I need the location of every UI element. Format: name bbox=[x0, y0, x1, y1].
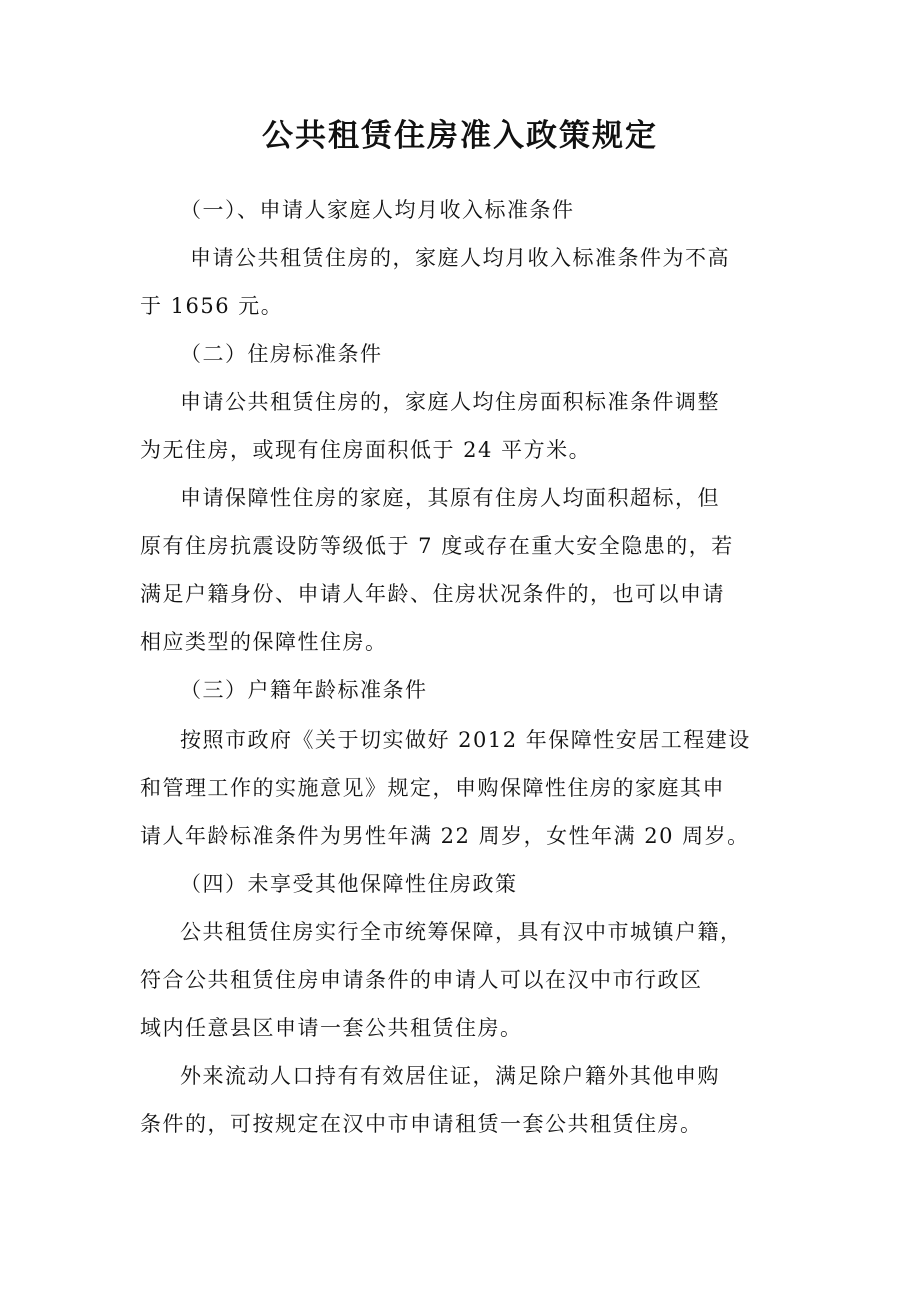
paragraph bbox=[140, 1052, 780, 1148]
paragraph-line: 符合公共租赁住房申请条件的申请人可以在汉中市行政区 bbox=[140, 968, 703, 992]
section-heading-2: （二）住房标准条件 bbox=[180, 342, 383, 366]
paragraph-line: 申请公共租赁住房的，家庭人均月收入标准条件为不高 bbox=[190, 246, 730, 270]
paragraph bbox=[140, 234, 780, 330]
section-heading-1: （一）、申请人家庭人均月收入标准条件 bbox=[180, 198, 575, 222]
paragraph-line: 满足户籍身份、申请人年龄、住房状况条件的，也可以申请 bbox=[140, 582, 725, 606]
document-title: 公共租赁住房准入政策规定 bbox=[262, 118, 658, 154]
paragraph-line: 请人年龄标准条件为男性年满 22 周岁，女性年满 20 周岁。 bbox=[140, 824, 750, 848]
paragraph-line: 条件的，可按规定在汉中市申请租赁一套公共租赁住房。 bbox=[140, 1112, 703, 1136]
paragraph-line: 外来流动人口持有有效居住证，满足除户籍外其他申购 bbox=[180, 1064, 720, 1088]
paragraph-line: 域内任意县区申请一套公共租赁住房。 bbox=[140, 1016, 523, 1040]
paragraph-line: 申请公共租赁住房的，家庭人均住房面积标准条件调整 bbox=[180, 390, 720, 414]
paragraph bbox=[140, 474, 780, 666]
paragraph-line: 公共租赁住房实行全市统筹保障，具有汉中市城镇户籍， bbox=[180, 920, 743, 944]
paragraph bbox=[140, 378, 780, 474]
paragraph bbox=[140, 908, 780, 1052]
paragraph-line: 原有住房抗震设防等级低于 7 度或存在重大安全隐患的，若 bbox=[140, 534, 734, 558]
paragraph-line: 和管理工作的实施意见》规定，申购保障性住房的家庭其申 bbox=[140, 776, 725, 800]
paragraph-line: 于 1656 元。 bbox=[140, 294, 284, 318]
paragraph-line: 相应类型的保障性住房。 bbox=[140, 630, 388, 654]
paragraph-line: 申请保障性住房的家庭，其原有住房人均面积超标，但 bbox=[180, 486, 720, 510]
paragraph-line: 为无住房，或现有住房面积低于 24 平方米。 bbox=[140, 438, 592, 462]
section-heading-3: （三）户籍年龄标准条件 bbox=[180, 678, 428, 702]
paragraph-line: 按照市政府《关于切实做好 2012 年保障性安居工程建设 bbox=[180, 728, 751, 752]
paragraph bbox=[140, 716, 780, 860]
section-heading-4: （四）未享受其他保障性住房政策 bbox=[180, 872, 518, 896]
